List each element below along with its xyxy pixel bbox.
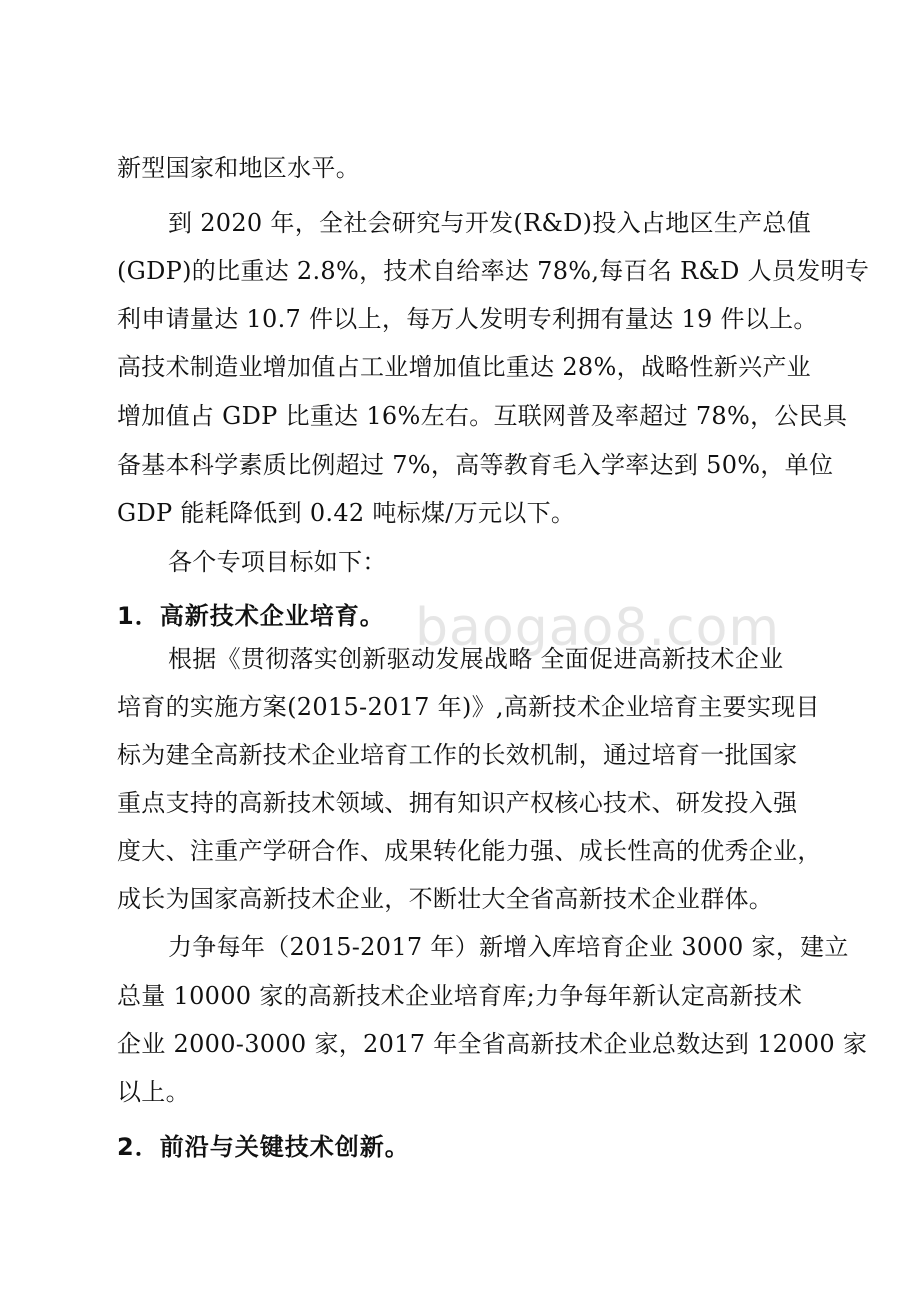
paragraph-line: 重点支持的高新技术领域、拥有知识产权核心技术、研发投入强 xyxy=(117,789,798,817)
paragraph-line: 成长为国家高新技术企业，不断壮大全省高新技术企业群体。 xyxy=(117,885,774,913)
paragraph-line: 力争每年（2015-2017 年）新增入库培育企业 3000 家，建立 xyxy=(168,933,849,961)
paragraph-line: 利申请量达 10.7 件以上，每万人发明专利拥有量达 19 件以上。 xyxy=(117,305,818,333)
paragraph-line: 高技术制造业增加值占工业增加值比重达 28%，战略性新兴产业 xyxy=(117,353,811,381)
paragraph-line: 到 2020 年，全社会研究与开发(R&D)投入占地区生产总值 xyxy=(168,209,812,237)
paragraph-line: 增加值占 GDP 比重达 16%左右。互联网普及率超过 78%，公民具 xyxy=(117,402,848,430)
paragraph-line: 标为建全高新技术企业培育工作的长效机制，通过培育一批国家 xyxy=(117,741,798,769)
paragraph-line: GDP 能耗降低到 0.42 吨标煤/万元以下。 xyxy=(117,499,576,527)
paragraph-line: 新型国家和地区水平。 xyxy=(117,154,360,182)
section-heading: 1．高新技术企业培育。 xyxy=(117,602,385,630)
paragraph-line: 培育的实施方案(2015-2017 年)》,高新技术企业培育主要实现目 xyxy=(117,693,820,721)
watermark: baogao8.com xyxy=(415,598,781,658)
section-heading: 2．前沿与关键技术创新。 xyxy=(117,1133,410,1161)
paragraph-line: 以上。 xyxy=(117,1078,190,1106)
paragraph-line: 备基本科学素质比例超过 7%，高等教育毛入学率达到 50%，单位 xyxy=(117,451,834,479)
paragraph-line: 总量 10000 家的高新技术企业培育库;力争每年新认定高新技术 xyxy=(117,982,803,1010)
paragraph-line: 各个专项目标如下： xyxy=(168,548,387,576)
paragraph-line: 根据《贯彻落实创新驱动发展战略 全面促进高新技术企业 xyxy=(168,645,784,673)
paragraph-line: (GDP)的比重达 2.8%，技术自给率达 78%,每百名 R&D 人员发明专 xyxy=(117,257,870,285)
paragraph-line: 企业 2000-3000 家，2017 年全省高新技术企业总数达到 12000 家 xyxy=(117,1030,868,1058)
paragraph-line: 度大、注重产学研合作、成果转化能力强、成长性高的优秀企业， xyxy=(117,837,822,865)
